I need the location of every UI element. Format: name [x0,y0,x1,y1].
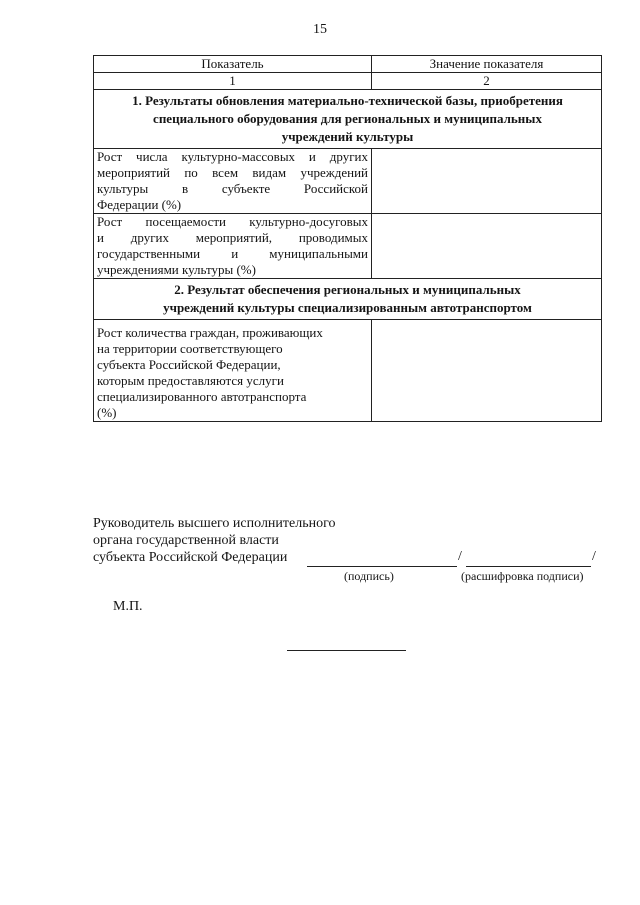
header-value: Значение показателя [372,56,602,73]
indicator-line: и других мероприятий, проводимых [97,230,368,245]
signature-field[interactable] [307,566,457,567]
column-number-row [94,73,602,90]
signatory-line: органа государственной власти [93,533,279,548]
signatory-text: субъекта Российской Федерации [93,550,288,565]
indicator-line: Рост количества граждан, проживающих [97,325,323,340]
indicator-line: государственными и муниципальными [97,246,368,261]
indicator-line: (%) [97,405,117,420]
stamp-label: М.П. [113,599,143,614]
value-cell[interactable] [372,149,602,214]
indicator-line: на территории соответствующего [97,341,283,356]
section-title [94,279,602,320]
separator: / [458,549,462,564]
table-header-row [94,56,602,73]
closing-rule [287,650,406,651]
indicator-line: специализированного автотранспорта [97,389,307,404]
indicator-cell [94,320,372,422]
section-title-line: специального оборудования для региональных и муниципальных [153,111,542,126]
section-title-line: 1. Результаты обновления материально-технической базы, приобретения [132,93,563,108]
table-row [94,149,602,214]
page-number: 15 [313,22,327,37]
header-indicator: Показатель [94,56,372,73]
indicator-cell [94,149,372,214]
section-title-line: учреждений культуры [281,129,414,144]
table-row [94,320,602,422]
section-row [94,90,602,149]
indicator-line: культуры в субъекте Российской [97,181,368,196]
indicator-cell [94,214,372,279]
signature-caption: (подпись) [344,569,394,583]
column-number-1: 1 [94,73,372,90]
indicator-line: которым предоставляются услуги [97,373,284,388]
decryption-caption: (расшифровка подписи) [461,569,584,583]
section-title-line: учреждений культуры специализированным автотранспортом [163,300,532,315]
signatory-line: Руководитель высшего исполнительного [93,516,336,531]
value-cell[interactable] [372,214,602,279]
decryption-field[interactable] [466,566,591,567]
indicators-table [93,55,602,422]
section-title [94,90,602,149]
table-row [94,214,602,279]
indicator-line: субъекта Российской Федерации, [97,357,281,372]
section-row [94,279,602,320]
value-cell[interactable] [372,320,602,422]
signature-block [93,515,336,566]
section-title-line: 2. Результат обеспечения региональных и муниципальных [174,282,521,297]
signatory-line [93,549,336,566]
indicator-line: учреждениями культуры (%) [97,262,256,277]
indicator-line: Федерации (%) [97,197,182,212]
indicator-line: Рост числа культурно-массовых и других [97,149,368,164]
indicator-line: мероприятий по всем видам учреждений [97,165,368,180]
separator: / [592,549,596,564]
indicator-line: Рост посещаемости культурно-досуговых [97,214,368,229]
column-number-2: 2 [372,73,602,90]
